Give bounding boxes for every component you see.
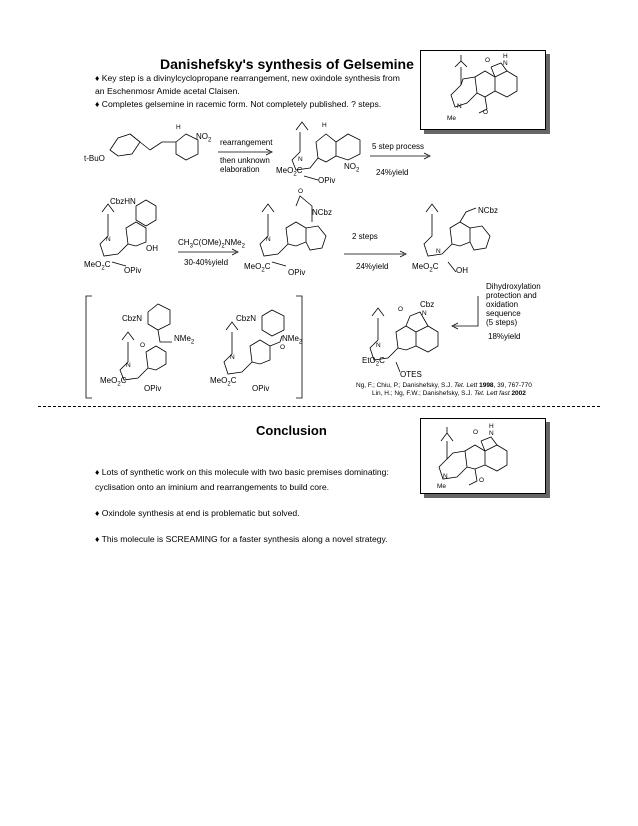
meo2c-label: MeO$_2$C xyxy=(100,376,127,388)
conclusion-bullet-1 xyxy=(95,466,389,479)
step3-yield: 30-40%yield xyxy=(184,258,229,267)
step5-line4: sequence xyxy=(486,309,521,318)
opiv-label: OPiv xyxy=(124,266,142,275)
o-label: O xyxy=(140,342,146,349)
meo2c-label: MeO$_2$C xyxy=(84,260,111,272)
cbzhn-label: CbzHN xyxy=(110,197,136,206)
ncbz-label: NCbz xyxy=(478,206,499,215)
step4-label: 2 steps xyxy=(352,232,378,241)
page-title: Danishefsky's synthesis of Gelsemine xyxy=(160,56,414,72)
step5-yield: 18%yield xyxy=(488,332,521,341)
n-label: N xyxy=(489,430,494,437)
opiv-label: OPiv xyxy=(252,384,270,393)
diamond-bullet-icon: ♦ xyxy=(95,508,100,518)
conclusion-bullet-3-line1: This molecule is SCREAMING for a faster synthesis along a novel strategy. xyxy=(101,534,388,544)
step2-yield: 24%yield xyxy=(376,168,409,177)
otes-label: OTES xyxy=(400,370,422,379)
o-label: O xyxy=(473,429,479,436)
meo2c-label: MeO$_2$C xyxy=(244,262,271,274)
step1-label-1: rearrangement xyxy=(220,138,273,147)
reference-2: Lin, H.; Ng, F.W.; Danishefsky, S.J. Tet. Lett fast 2002 xyxy=(372,390,526,397)
step5-line2: protection and xyxy=(486,291,537,300)
cbzn-label: CbzN xyxy=(122,314,143,323)
meo2c-label: MeO$_2$C xyxy=(210,376,237,388)
oh-label: OH xyxy=(456,266,468,275)
n-label: N xyxy=(266,236,271,243)
nme2-label: NMe$_2$ xyxy=(282,334,303,346)
conclusion-bullet-1-line2: cyclisation onto an iminium and rearrangements to build core. xyxy=(95,482,330,492)
n-label: N xyxy=(126,362,131,369)
n-label: N xyxy=(457,103,462,110)
cbzn-label: CbzN xyxy=(236,314,257,323)
o-label: O xyxy=(483,109,489,116)
conclusion-bullet-2-line1: Oxindole synthesis at end is problematic but solved. xyxy=(101,508,300,518)
n-label: N xyxy=(230,354,235,361)
nme2-label: NMe$_2$ xyxy=(174,334,195,346)
o-label: O xyxy=(485,57,491,64)
o-label: O xyxy=(298,188,304,195)
n-label: N xyxy=(376,342,381,349)
opiv-label: OPiv xyxy=(144,384,162,393)
n-label: N xyxy=(436,248,441,255)
conclusion-bullet-3 xyxy=(95,533,388,546)
h-label: H xyxy=(503,53,508,60)
meo2c-label: MeO$_2$C xyxy=(276,166,303,178)
o-label: O xyxy=(280,344,286,351)
n-label: N xyxy=(422,310,427,317)
diamond-bullet-icon: ♦ xyxy=(95,73,100,83)
tbuo-label: t-BuO xyxy=(84,154,105,163)
conclusion-bullet-1-line1: Lots of synthetic work on this molecule with two basic premises dominating: xyxy=(101,467,389,477)
h-label: H xyxy=(322,122,327,129)
opiv-label: OPiv xyxy=(288,268,306,277)
opiv-label: OPiv xyxy=(318,176,336,185)
n-label: N xyxy=(298,156,303,163)
no2-label: $NO_2$ xyxy=(196,132,212,144)
h-label: H xyxy=(489,423,494,430)
me-label: Me xyxy=(437,483,447,490)
oh-label: OH xyxy=(146,244,158,253)
n-label: N xyxy=(443,473,448,480)
n-label: N xyxy=(106,236,111,243)
diamond-bullet-icon: ♦ xyxy=(95,534,100,544)
reference-1: Ng, F.; Chiu, P.; Danishefsky, S.J. Tet. Lett 1998, 39, 767-770 xyxy=(356,382,532,389)
cbz-label: Cbz xyxy=(420,300,435,309)
step1-label-3: elaboration xyxy=(220,165,260,174)
conclusion-bullet-2 xyxy=(95,507,300,520)
step3-reagent: $CH_3C(OMe)_2NMe_2$ xyxy=(178,238,245,250)
bullet-2-line1: Completes gelsemine in racemic form. Not completely published. ? steps. xyxy=(101,99,382,109)
me-label: Me xyxy=(447,115,457,122)
o-label: O xyxy=(398,306,404,313)
meo2c-label: MeO$_2$C xyxy=(412,262,439,274)
step5-line3: oxidation xyxy=(486,300,519,309)
step5-line1: Dihydroxylation xyxy=(486,282,541,291)
h-label: H xyxy=(176,124,181,131)
section-divider xyxy=(38,406,600,407)
step4-yield: 24%yield xyxy=(356,262,389,271)
step1-label-2: then unknown xyxy=(220,156,270,165)
diamond-bullet-icon: ♦ xyxy=(95,99,100,109)
ncbz-label: NCbz xyxy=(312,208,333,217)
step2-label: 5 step process xyxy=(372,142,425,151)
gelsemine-structure-box xyxy=(420,418,546,494)
eto2c-label: EtO$_2$C xyxy=(362,356,385,368)
no2-label: $NO_2$ xyxy=(344,162,360,174)
bullet-1-line1: Key step is a divinylcyclopropane rearrangement, new oxindole synthesis from xyxy=(101,73,400,83)
step5-line5: (5 steps) xyxy=(486,318,518,327)
n-label: N xyxy=(503,60,508,67)
conclusion-title: Conclusion xyxy=(256,423,327,438)
o-label: O xyxy=(479,477,485,484)
step5-label xyxy=(486,282,541,327)
bullet-1-line2: an Eschenmosr Amide acetal Claisen. xyxy=(95,86,240,96)
diamond-bullet-icon: ♦ xyxy=(95,467,100,477)
